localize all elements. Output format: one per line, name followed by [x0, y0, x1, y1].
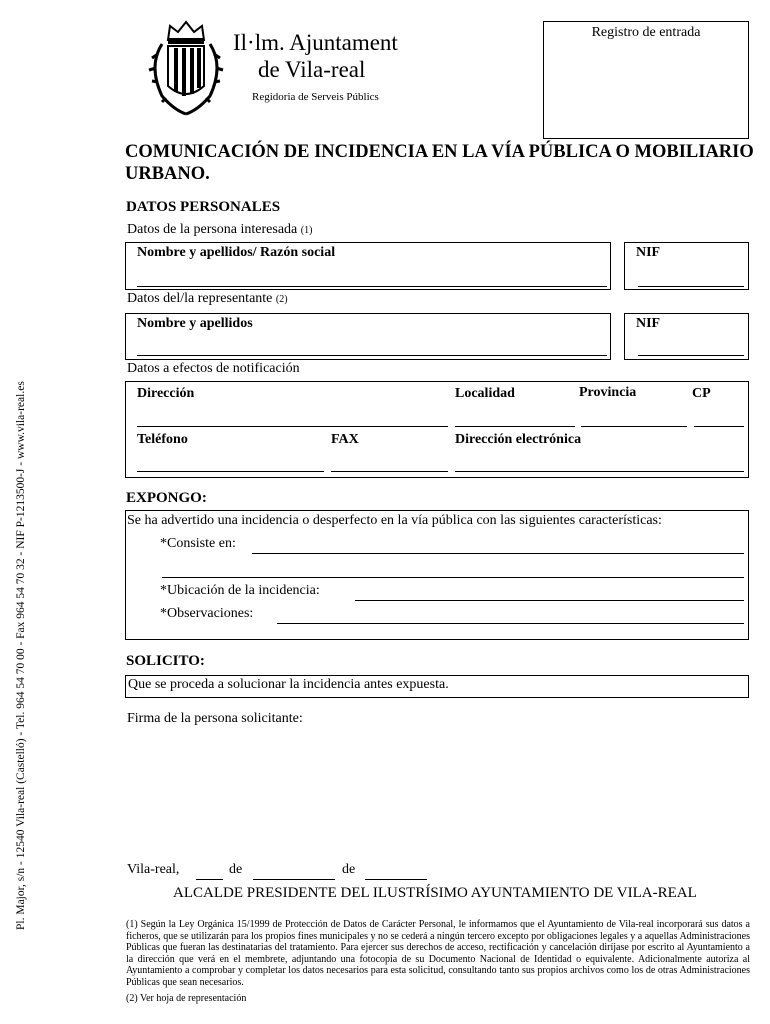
footer-note-2: (2) Ver hoja de representación: [126, 993, 247, 1004]
interesada-name-field[interactable]: [137, 286, 607, 287]
representante-name-field[interactable]: [137, 355, 607, 356]
alcalde-heading: ALCALDE PRESIDENTE DEL ILUSTRÍSIMO AYUNTAMIENTO DE VILA-REAL: [173, 885, 697, 901]
provincia-label: Provincia: [579, 385, 637, 400]
interesada-note: (1): [300, 225, 313, 236]
interesada-name-label: Nombre y apellidos/ Razón social: [137, 245, 336, 260]
coat-of-arms-logo: [140, 18, 232, 118]
registro-label: Registro de entrada: [591, 25, 701, 40]
solicito-text: Que se proceda a solucionar la incidencia antes expuesta.: [128, 677, 449, 692]
direccion-label: Dirección: [137, 386, 195, 401]
representante-label: [127, 291, 288, 307]
registro-box: [543, 21, 749, 139]
consiste-field[interactable]: [252, 553, 744, 554]
consiste-field-2[interactable]: [162, 577, 744, 578]
fax-field[interactable]: [331, 471, 448, 472]
ubicacion-field[interactable]: [355, 600, 744, 601]
fecha-de2: de: [342, 862, 356, 877]
header-title-line1: Il·lm. Ajuntament: [233, 30, 398, 55]
firma-label: Firma de la persona solicitante:: [127, 711, 303, 726]
localidad-label: Localidad: [455, 386, 515, 401]
footer-note-1: (1) Según la Ley Orgánica 15/1999 de Protección de Datos de Carácter Personal, le informamos que el Ayuntamiento de Vila-real incorporará sus datos a ficheros, que se utilizarán para los propios fines municipales y no se cederá a ningún tercero excepto por obligaciones legales y a aquellas Administraciones Públicas que fueran las destinatarias del tratamiento. Para ejercer sus derechos de acceso, rectificación y cancelación diríjase por escrito al Ayuntamiento a la dirección que verá en el membrete, adjuntando una fotocopia de su Documento Nacional de Identidad o equivalente. Adicionalmente autoriza al Ayuntamiento a comprobar y completar los datos necesarios para esta solicitud, consultando tanto sus propios archivos como los de otras Administraciones Públicas que sean necesarios.: [126, 919, 750, 988]
email-label: Dirección electrónica: [455, 432, 582, 447]
cp-label: CP: [692, 386, 711, 401]
cp-field[interactable]: [694, 426, 744, 427]
form-title-line2: URBANO.: [125, 164, 210, 184]
header-subtitle: Regidoria de Serveis Públics: [252, 91, 379, 103]
telefono-field[interactable]: [137, 471, 324, 472]
expongo-intro: Se ha advertido una incidencia o desperfecto en la vía pública con las siguientes características:: [127, 513, 662, 528]
interesada-label: [127, 222, 312, 238]
observaciones-field[interactable]: [277, 623, 744, 624]
representante-note: (2): [275, 294, 288, 305]
representante-nif-field[interactable]: [638, 355, 744, 356]
fecha-de1: de: [229, 862, 243, 877]
interesada-nif-field[interactable]: [638, 286, 744, 287]
fecha-dia-field[interactable]: [196, 879, 223, 880]
fecha-mes-field[interactable]: [253, 879, 335, 880]
representante-name-label: Nombre y apellidos: [137, 316, 253, 331]
telefono-label: Teléfono: [137, 432, 188, 447]
fecha-place: Vila-real,: [127, 862, 180, 877]
localidad-field[interactable]: [455, 426, 575, 427]
side-contact-text: Pl. Major, s/n - 12540 Vila-real (Castelló) - Tel. 964 54 70 00 - Fax 964 54 70 32 - NIF P-1213500-J - www.vila-real.es: [15, 381, 27, 930]
observaciones-label: *Observaciones:: [160, 606, 254, 621]
datos-personales-heading: DATOS PERSONALES: [126, 199, 281, 215]
fecha-anio-field[interactable]: [365, 879, 427, 880]
header-title-line2: de Vila-real: [258, 57, 366, 82]
notificacion-label: Datos a efectos de notificación: [127, 361, 300, 376]
interesada-nif-label: NIF: [636, 245, 661, 260]
expongo-heading: EXPONGO:: [126, 490, 207, 506]
solicito-heading: SOLICITO:: [126, 653, 205, 669]
ubicacion-label: *Ubicación de la incidencia:: [160, 583, 320, 598]
email-field[interactable]: [455, 471, 744, 472]
representante-nif-label: NIF: [636, 316, 661, 331]
representante-label-text: Datos del/la representante: [127, 291, 273, 306]
form-title-line1: COMUNICACIÓN DE INCIDENCIA EN LA VÍA PÚBLICA O MOBILIARIO: [125, 142, 754, 162]
notificacion-box: [125, 381, 749, 478]
consiste-label: *Consiste en:: [160, 536, 236, 551]
fax-label: FAX: [331, 432, 359, 447]
direccion-field[interactable]: [137, 426, 448, 427]
solicito-box: [125, 675, 749, 698]
interesada-label-text: Datos de la persona interesada: [127, 222, 298, 237]
provincia-field[interactable]: [581, 426, 687, 427]
